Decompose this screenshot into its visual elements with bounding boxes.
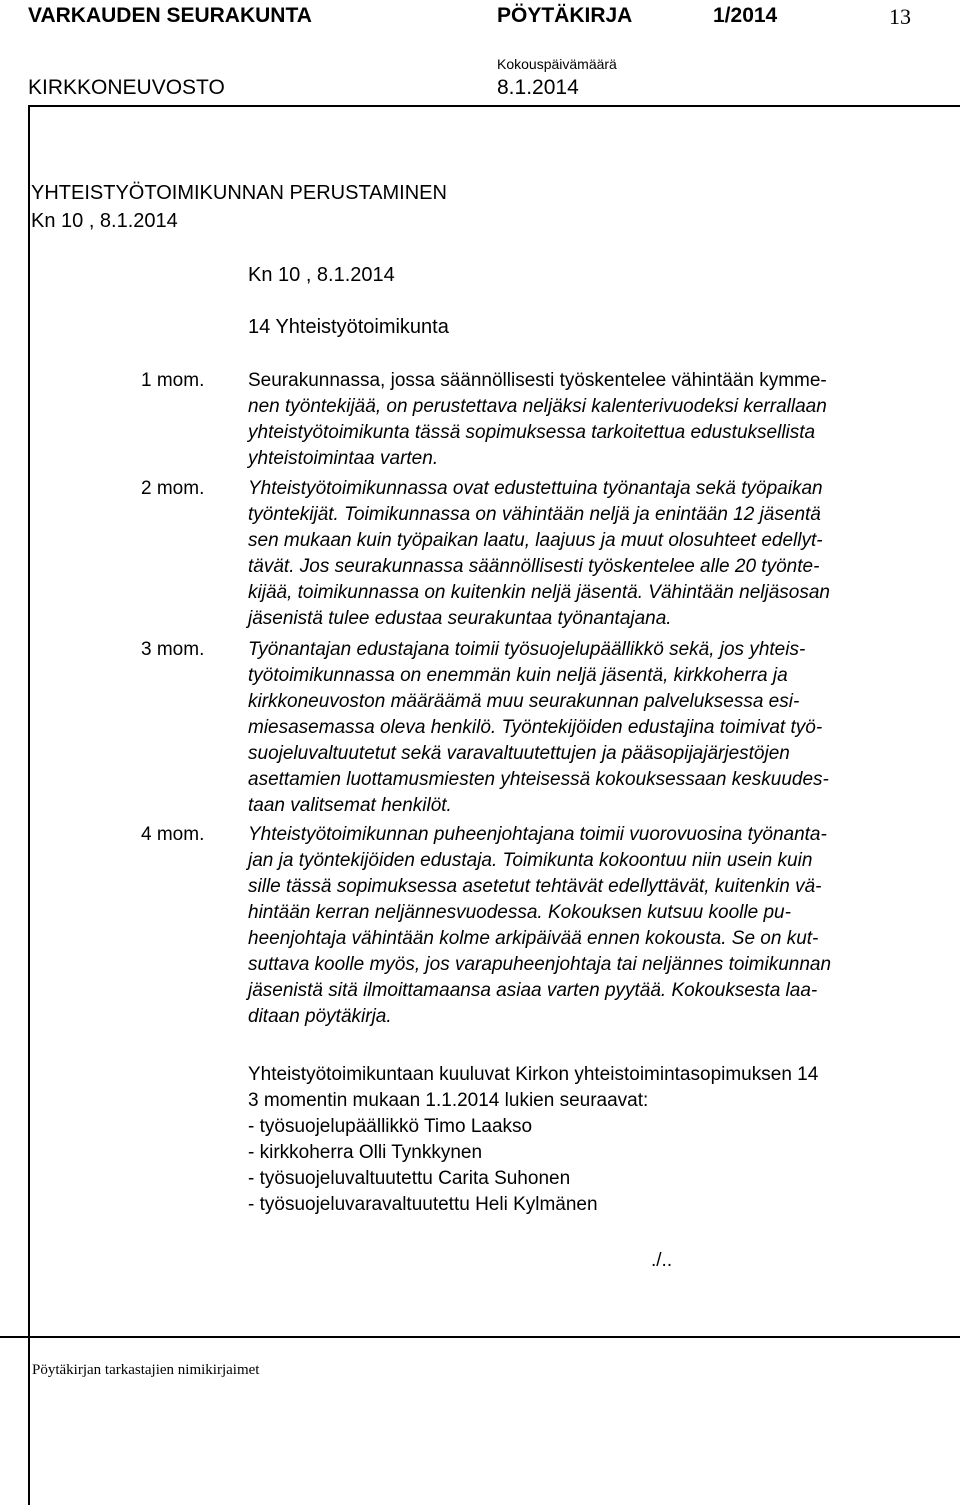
moment-1-line: yhteistoimintaa varten. — [248, 448, 439, 469]
continuation-mark: ./.. — [651, 1250, 673, 1271]
moment-2-line: sen mukaan kuin työpaikan laatu, laajuus ja muut olosuhteet edellyt- — [248, 530, 823, 551]
moment-4-line: jäsenistä sitä ilmoittamaansa asiaa varten pyytää. Kokouksesta laa- — [248, 980, 818, 1001]
moment-3-line: asettamien luottamusmiesten yhteisessä kokouksessaan keskuudes- — [248, 769, 829, 790]
moment-2-line: jäsenistä tulee edustaa seurakuntaa työnantajana. — [248, 608, 672, 629]
moment-2-line: kijää, toimikunnassa on kuitenkin neljä jäsentä. Vähintään neljäsosan — [248, 582, 830, 603]
members-intro-line: Yhteistyötoimikuntaan kuuluvat Kirkon yhteistoimintasopimuksen 14 — [248, 1064, 819, 1085]
moment-3-line: miesasemassa oleva henkilö. Työntekijöiden edustajina toimivat työ- — [248, 717, 823, 738]
members-intro-line: 3 momentin mukaan 1.1.2014 lukien seuraavat: — [248, 1090, 649, 1111]
moment-1-line: Seurakunnassa, jossa säännöllisesti työskentelee vähintään kymme- — [248, 370, 827, 391]
moment-text-1 — [248, 368, 960, 472]
moment-2-line: työntekijät. Toimikunnassa on vähintään neljä ja enintään 12 jäsentä — [248, 504, 821, 525]
footer-rule — [0, 1336, 960, 1338]
doc-number: 1/2014 — [713, 4, 778, 27]
moment-3-line: työtoimikunnassa on enemmän kuin neljä jäsentä, kirkkoherra ja — [248, 665, 788, 686]
moment-label-2: 2 mom. — [141, 478, 205, 499]
members-intro — [248, 1062, 960, 1114]
member-item: - kirkkoherra Olli Tynkkynen — [248, 1142, 483, 1163]
moment-text-3 — [248, 637, 960, 819]
org-name: VARKAUDEN SEURAKUNTA — [28, 4, 312, 27]
member-item: - työsuojeluvaltuutettu Carita Suhonen — [248, 1168, 571, 1189]
member-item: - työsuojelupäällikkö Timo Laakso — [248, 1116, 533, 1137]
moment-3-line: suojeluvaltuutetut sekä varavaltuutettujen ja pääsopijajärjestöjen — [248, 743, 790, 764]
member-item: - työsuojeluvaravaltuutettu Heli Kylmänen — [248, 1194, 598, 1215]
moment-4-line: hintään kerran neljännesvuodessa. Kokouksen kutsuu koolle pu- — [248, 902, 791, 923]
section-title: YHTEISTYÖTOIMIKUNNAN PERUSTAMINEN — [31, 182, 447, 204]
moment-1-line: nen työntekijää, on perustettava neljäksi kalenterivuodeksi kerrallaan — [248, 396, 827, 417]
meeting-date-label: Kokouspäivämäärä — [497, 56, 617, 72]
moment-4-line: Yhteistyötoimikunnan puheenjohtajana toimii vuorovuosina työnanta- — [248, 824, 827, 845]
moment-label-4: 4 mom. — [141, 824, 205, 845]
moment-text-4 — [248, 822, 960, 1030]
doc-type: PÖYTÄKIRJA — [497, 4, 633, 27]
section-reference-repeat: Kn 10 , 8.1.2014 — [248, 264, 395, 286]
members-list — [248, 1114, 960, 1218]
reviewer-initials-label: Pöytäkirjan tarkastajien nimikirjaimet — [32, 1362, 260, 1378]
agreement-heading: 14 Yhteistyötoimikunta — [248, 316, 449, 338]
page-number: 13 — [889, 4, 911, 29]
moment-4-line: suttava koolle myös, jos varapuheenjohtaja tai neljännes toimikunnan — [248, 954, 832, 975]
moment-3-line: Työnantajan edustajana toimii työsuojelupäällikkö sekä, jos yhteis- — [248, 639, 806, 660]
moment-4-line: jan ja työntekijöiden edustaja. Toimikunta kokoontuu niin usein kuin — [248, 850, 813, 871]
moment-3-line: kirkkoneuvoston määräämä muu seurakunnan palveluksessa esi- — [248, 691, 800, 712]
moment-2-line: tävät. Jos seurakunnassa säännöllisesti työskentelee alle 20 työnte- — [248, 556, 820, 577]
moment-4-line: ditaan pöytäkirja. — [248, 1006, 392, 1027]
moment-label-3: 3 mom. — [141, 639, 205, 660]
margin-rule — [28, 105, 30, 1505]
moment-text-2 — [248, 476, 960, 632]
section-reference: Kn 10 , 8.1.2014 — [31, 210, 178, 232]
header-rule — [28, 105, 960, 107]
meeting-date: 8.1.2014 — [497, 76, 579, 99]
moment-1-line: yhteistyötoimikunta tässä sopimuksessa tarkoitettua edustuksellista — [248, 422, 816, 443]
meeting-body: KIRKKONEUVOSTO — [28, 76, 225, 99]
moment-4-line: heenjohtaja vähintään kolme arkipäivää ennen kokousta. Se on kut- — [248, 928, 819, 949]
moment-2-line: Yhteistyötoimikunnassa ovat edustettuina työnantaja sekä työpaikan — [248, 478, 823, 499]
moment-label-1: 1 mom. — [141, 370, 205, 391]
moment-4-line: sille tässä sopimuksessa asetetut tehtävät edellyttävät, kuitenkin vä- — [248, 876, 822, 897]
moment-3-line: taan valitsemat henkilöt. — [248, 795, 452, 816]
